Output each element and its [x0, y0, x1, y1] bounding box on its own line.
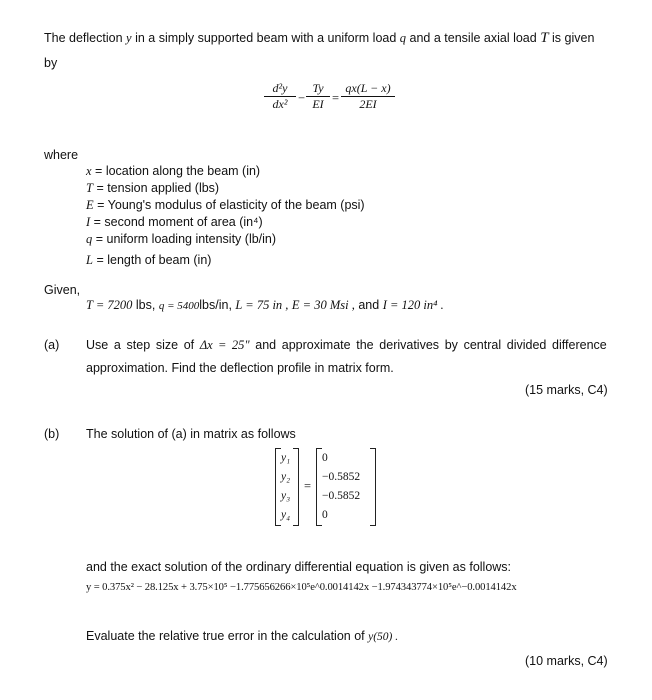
intro-text: and a tensile axial load	[409, 31, 537, 45]
part-a-line2: approximation. Find the deflection profile in matrix form.	[86, 361, 394, 375]
evaluate-target: y(50) .	[368, 631, 399, 643]
intro-line	[44, 30, 594, 47]
numerator: d²y	[264, 81, 296, 97]
rhs-value-1: 0	[322, 452, 328, 464]
part-b-label: (b)	[44, 427, 60, 441]
part-b-marks: (10 marks, C4)	[525, 654, 608, 668]
given-values	[86, 298, 444, 313]
term-d2y-dx2	[264, 81, 296, 112]
description: = uniform loading intensity (lb/in)	[95, 232, 277, 246]
where-label: where	[44, 148, 79, 162]
lhs-y1: y₁	[281, 452, 291, 464]
given-and: and	[358, 298, 380, 312]
intro-by: by	[44, 56, 58, 70]
rhs-value-3: −0.5852	[322, 490, 361, 502]
intro-text: in a simply supported beam with a uniform load	[135, 31, 397, 45]
denominator: 2EI	[359, 97, 377, 111]
evaluate-line	[86, 629, 398, 643]
symbol: x	[86, 164, 92, 178]
given-label: Given,	[44, 283, 81, 297]
part-a-text: Use a step size of	[86, 338, 195, 352]
rhs-bracket-right	[370, 448, 376, 526]
part-a-line1	[86, 338, 607, 353]
numerator: Ty	[306, 81, 330, 97]
symbol: E	[86, 198, 94, 212]
given-E: E = 30 Msi ,	[291, 298, 355, 312]
matrix-equals: =	[304, 479, 312, 493]
given-q: q = 5400	[158, 300, 200, 312]
evaluate-text: Evaluate the relative true error in the calculation of	[86, 629, 365, 643]
exact-intro: and the exact solution of the ordinary differential equation is given as follows:	[86, 560, 512, 574]
var-T: T	[540, 30, 549, 46]
given-L: L = 75 in ,	[235, 298, 289, 312]
description: = second moment of area (in⁴)	[93, 215, 263, 229]
term-Ty-EI	[306, 81, 330, 112]
where-list	[86, 162, 365, 270]
var-q: q	[399, 31, 407, 45]
given-T-unit: lbs,	[135, 298, 156, 312]
minus-sign: −	[298, 91, 306, 105]
description: = location along the beam (in)	[95, 164, 261, 178]
description: = Young's modulus of elasticity of the beam (psi)	[97, 198, 365, 212]
equals-sign: =	[332, 91, 340, 105]
lhs-bracket-right	[293, 448, 299, 526]
given-I: I = 120 in⁴ .	[382, 298, 444, 312]
rhs-value-2: −0.5852	[322, 471, 361, 483]
term-qx-2EI	[341, 81, 395, 112]
symbol: q	[86, 232, 93, 246]
lhs-y4: y₄	[281, 509, 291, 521]
denominator: dx²	[272, 97, 288, 111]
given-T: T = 7200	[86, 298, 133, 312]
intro-text: The deflection	[44, 31, 123, 45]
where-item-L	[86, 251, 365, 270]
part-b-line1: The solution of (a) in matrix as follows	[86, 427, 296, 441]
part-a-marks: (15 marks, C4)	[525, 383, 608, 397]
step-size: Δx = 25"	[199, 338, 250, 352]
rhs-value-4: 0	[322, 509, 328, 521]
part-a-label: (a)	[44, 338, 60, 352]
numerator: qx(L − x)	[341, 81, 395, 97]
intro-text: is given	[552, 31, 595, 45]
description: = length of beam (in)	[96, 253, 212, 267]
lhs-y3: y₃	[281, 490, 291, 502]
description: = tension applied (lbs)	[96, 181, 220, 195]
denominator: EI	[312, 97, 324, 111]
lhs-y2: y₂	[281, 471, 291, 483]
part-a-text: and approximate the derivatives by central divided difference	[255, 338, 607, 352]
symbol: L	[86, 253, 93, 267]
symbol: T	[86, 181, 93, 195]
exact-solution: y = 0.375x² − 28.125x + 3.75×10⁵ −1.775656266×10⁵e^0.0014142x −1.974343774×10⁵e^−0.0014142x	[86, 582, 517, 593]
where-item-q	[86, 230, 365, 249]
given-q-unit: lbs/in,	[199, 298, 232, 312]
var-y: y	[126, 31, 132, 45]
symbol: I	[86, 215, 91, 229]
